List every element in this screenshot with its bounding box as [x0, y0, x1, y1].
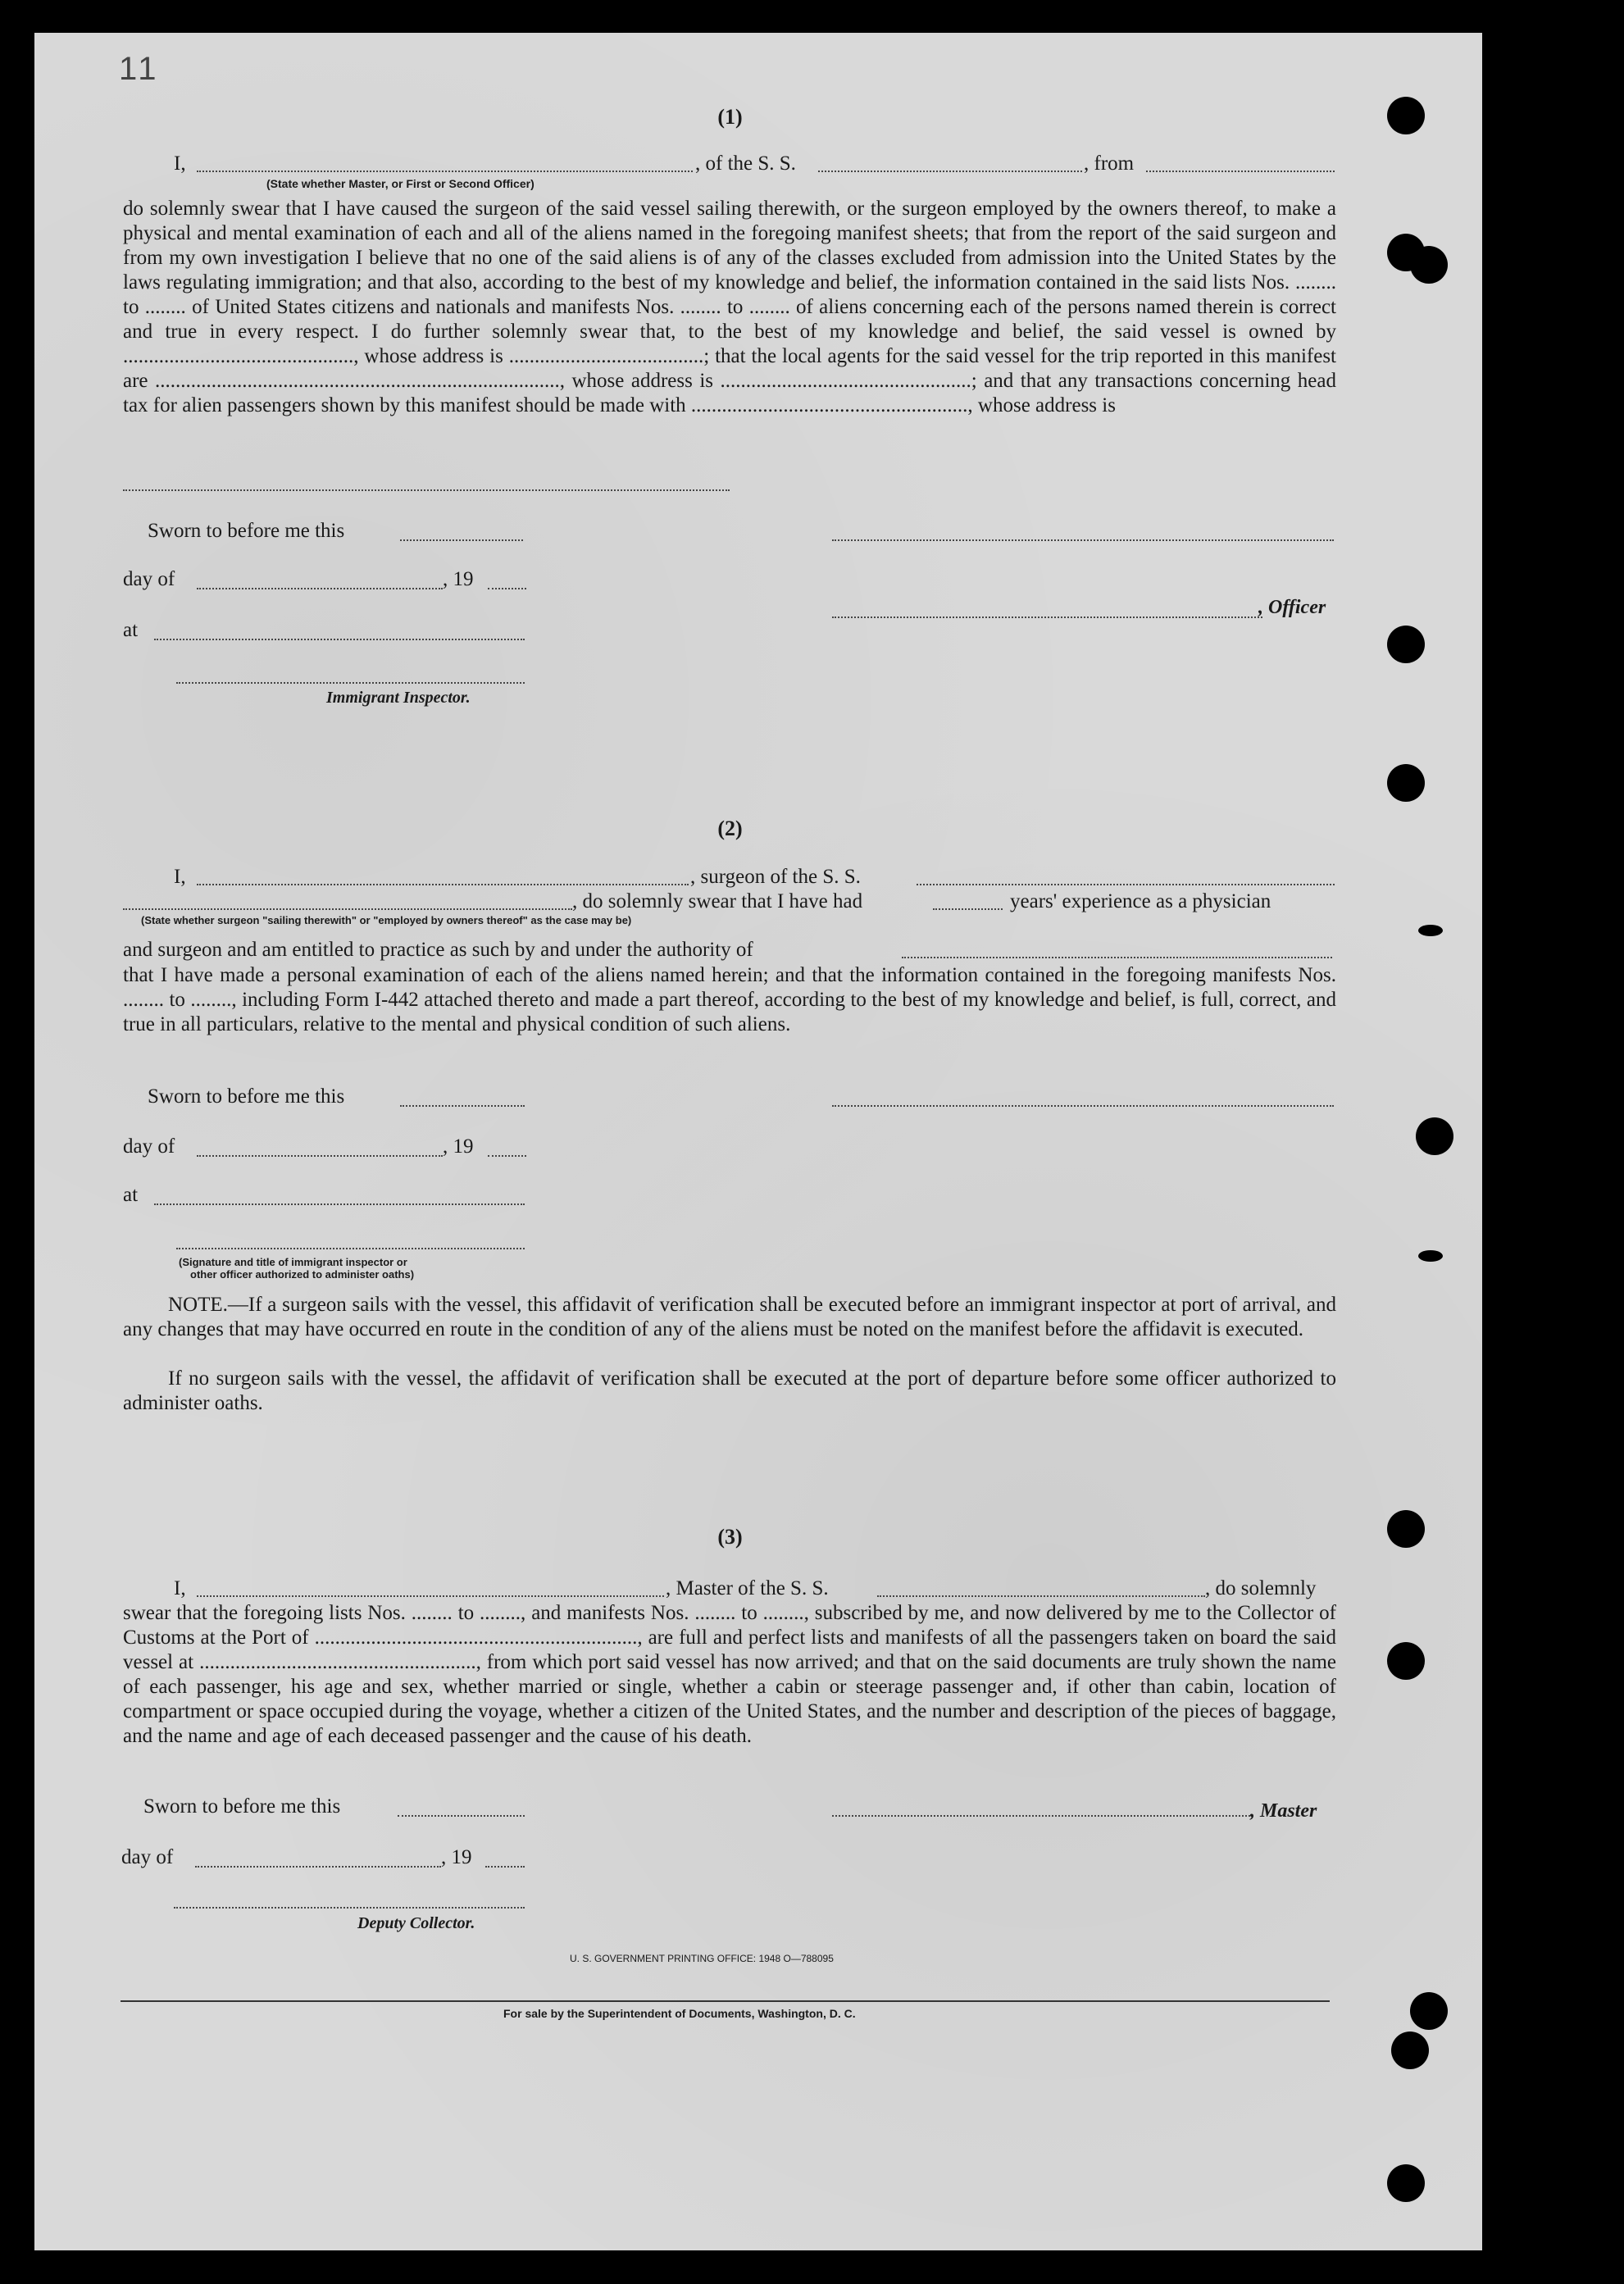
s1-line1-prefix: I,: [174, 152, 186, 175]
punch-hole: [1416, 1117, 1453, 1155]
s1-at-field[interactable]: [154, 639, 525, 640]
s2-vessel-field[interactable]: [917, 884, 1335, 885]
printing-office-note: U. S. GOVERNMENT PRINTING OFFICE: 1948 O—788095: [570, 1953, 834, 1964]
s2-body: that I have made a personal examination of each of the aliens named herein; and that the information contained in the foregoing manifests Nos. ........ to ........, including Form I-442 attached thereto and made a part thereof, according to the best of my knowledge and belief, is full, correct, and true in all particulars, relative to the mental and physical condition of such aliens.: [123, 964, 1336, 1035]
s3-master-label: , Master: [1250, 1800, 1317, 1822]
s2-sig-label-1: (Signature and title of immigrant inspector or: [179, 1256, 407, 1268]
page-number: 11: [119, 51, 160, 87]
s2-at-field[interactable]: [154, 1203, 525, 1205]
s3-line1-mid: , Master of the S. S.: [666, 1577, 829, 1599]
s1-address-field[interactable]: [123, 489, 730, 491]
punch-hole: [1410, 246, 1448, 284]
punch-hole: [1387, 626, 1425, 663]
s3-collector-label: Deputy Collector.: [357, 1914, 475, 1932]
s2-year-field[interactable]: [488, 1155, 526, 1157]
s1-body: do solemnly swear that I have caused the surgeon of the said vessel sailing therewith, or the surgeon employed by the owners thereof, to make a physical and mental examination of each and all of the aliens named in the foregoing manifest sheets; that from the report of the said surgeon and from my own investigation I believe that no one of the said aliens is of any of the classes excluded from admission into the United States by the laws regulating immigration; and that also, according to the best of my knowledge and belief, the information contained in the said lists Nos. ........ to ........ of United States citizens and nationals and manifests Nos. ........ to ........ of aliens concerning each of the persons named therein is correct and true in every respect. I do further solemnly swear that, to the best of my knowledge and belief, the said vessel is owned by ............................................., whose address is ......................................; that the local agents for the said vessel for the trip reported in this manifest are ..............................................................................., whose address is .................................................; and that any transactions concerning head tax for alien passengers shown by this manifest should be made with ......................................................, whose address is: [123, 198, 1336, 416]
s2-line1-mid: , surgeon of the S. S.: [690, 866, 861, 888]
s3-sworn: Sworn to before me this: [143, 1795, 341, 1818]
s2-line2-mid: , do solemnly swear that I have had: [572, 890, 863, 912]
s2-sworn-field[interactable]: [400, 1105, 525, 1107]
s1-line1-mid: , of the S. S.: [695, 152, 796, 175]
s1-vessel-field[interactable]: [818, 171, 1082, 172]
s2-day-field[interactable]: [197, 1155, 443, 1157]
footer-divider: [121, 2000, 1330, 2002]
s1-sub-label: (State whether Master, or First or Second Officer): [266, 177, 535, 190]
section-1-number: (1): [717, 105, 743, 129]
punch-hole: [1391, 2031, 1429, 2069]
s2-note-2: If no surgeon sails with the vessel, the affidavit of verification shall be executed at the port of departure before some officer authorized to administer oaths.: [123, 1367, 1336, 1414]
s2-name-field[interactable]: [197, 884, 689, 885]
punch-hole: [1418, 1250, 1443, 1262]
s3-vessel-field[interactable]: [877, 1595, 1205, 1597]
s2-day-of: day of: [123, 1135, 175, 1158]
s1-day-of: day of: [123, 568, 175, 590]
s2-line3: and surgeon and am entitled to practice as such by and under the authority of: [123, 939, 753, 961]
s1-from-field[interactable]: [1146, 171, 1335, 172]
s1-name-field[interactable]: [197, 171, 693, 172]
s2-authority-field[interactable]: [902, 957, 1332, 958]
punch-hole: [1410, 1992, 1448, 2030]
punch-hole: [1387, 764, 1425, 802]
section-3-number: (3): [717, 1525, 743, 1549]
s3-day-field[interactable]: [195, 1866, 441, 1868]
s3-master-line[interactable]: [832, 1815, 1250, 1817]
s3-collector-line[interactable]: [174, 1907, 525, 1909]
s2-type-field[interactable]: [123, 908, 572, 910]
s1-year-field[interactable]: [488, 588, 526, 589]
s3-body: swear that the foregoing lists Nos. ........ to ........, and manifests Nos. ........ to ........, subscribed by me, and now delivered by me to the Collector of Customs at the Port of ..............................................................., are full and perfect lists and manifests of all the passengers taken on board the said vessel at ......................................................, from which port said vessel has now arrived; and that on the said documents are truly shown the name of each passenger, his age and sex, whether married or single, whether a cabin or steerage passenger and, if other than cabin, location of compartment or space occupied during the voyage, whether a citizen of the United States, and the number and description of the pieces of baggage, and the name and age of each deceased passenger and the cause of his death.: [123, 1602, 1336, 1747]
s2-inspector-line[interactable]: [176, 1248, 525, 1249]
s1-sworn-field[interactable]: [400, 539, 523, 541]
s3-name-field[interactable]: [197, 1595, 664, 1597]
s2-line1-prefix: I,: [174, 866, 186, 888]
s2-at: at: [123, 1184, 139, 1206]
s2-note-1: NOTE.—If a surgeon sails with the vessel, this affidavit of verification shall be executed before an immigrant inspector at port of arrival, and any changes that may have occurred en route in the condition of any of the aliens must be noted on the manifest before the affidavit is executed.: [123, 1294, 1336, 1340]
s2-sub-label: (State whether surgeon "sailing therewith" or "employed by owners thereof" as the case may be): [141, 914, 632, 926]
s2-year: , 19: [443, 1135, 474, 1158]
s3-year-field[interactable]: [485, 1866, 525, 1868]
s1-line1-end: , from: [1084, 152, 1135, 175]
s1-sworn: Sworn to before me this: [148, 520, 345, 542]
s1-year: , 19: [443, 568, 474, 590]
s3-sworn-field[interactable]: [398, 1815, 525, 1817]
s1-at: at: [123, 619, 139, 641]
s3-day-of: day of: [121, 1846, 174, 1868]
punch-hole: [1387, 1642, 1425, 1680]
s1-signature-line[interactable]: [832, 539, 1334, 541]
s2-years-field[interactable]: [933, 908, 1003, 910]
s3-line1-prefix: I,: [174, 1577, 186, 1599]
s1-inspector-label: Immigrant Inspector.: [326, 689, 471, 707]
s1-day-field[interactable]: [197, 588, 443, 589]
s2-sworn: Sworn to before me this: [148, 1085, 345, 1108]
punch-hole: [1418, 925, 1443, 936]
s2-sig-label-2: other officer authorized to administer oaths): [190, 1268, 415, 1281]
s2-signature-line[interactable]: [832, 1105, 1334, 1107]
s1-inspector-line[interactable]: [176, 682, 525, 684]
punch-hole: [1387, 2164, 1425, 2202]
s2-line2-end: years' experience as a physician: [1010, 890, 1271, 912]
s3-year: , 19: [441, 1846, 472, 1868]
s3-line1-end: , do solemnly: [1205, 1577, 1317, 1599]
s1-officer-line[interactable]: [832, 616, 1262, 618]
section-2-number: (2): [717, 817, 743, 840]
sale-note: For sale by the Superintendent of Documents, Washington, D. C.: [503, 2007, 856, 2020]
s1-officer-label: , Officer: [1258, 597, 1326, 618]
